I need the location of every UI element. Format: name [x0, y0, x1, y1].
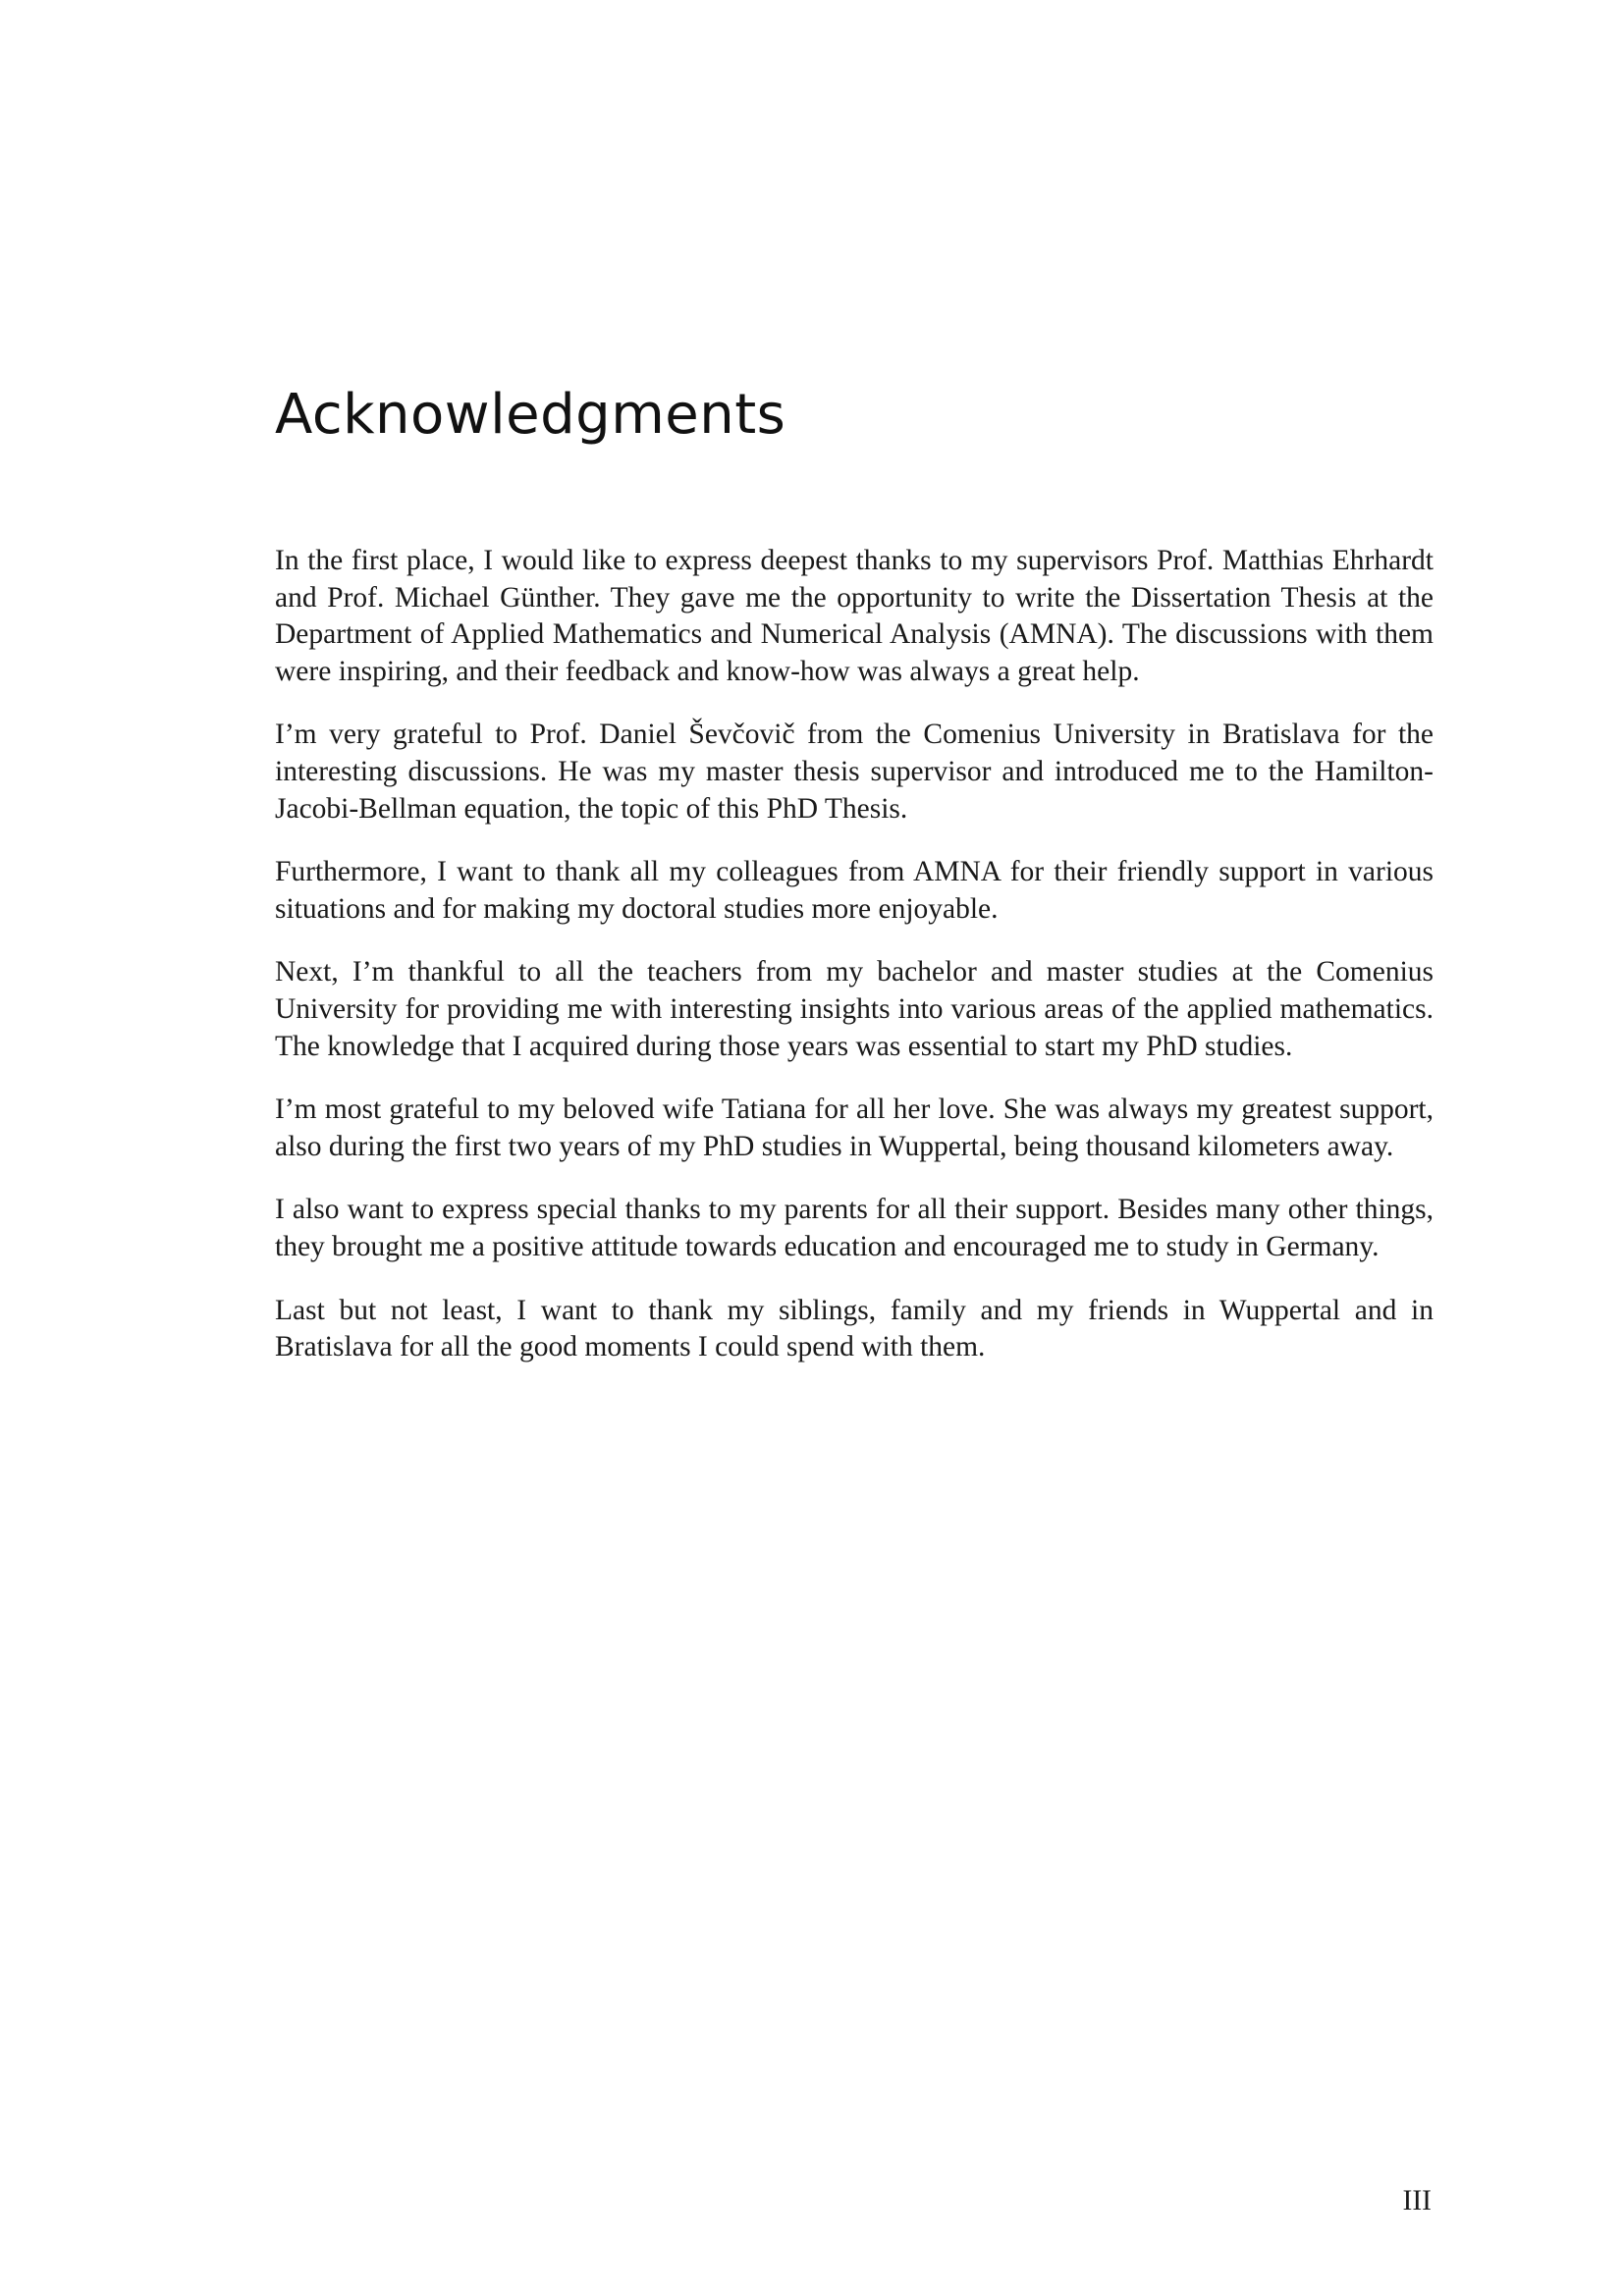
paragraph-family-friends: Last but not least, I want to thank my siblings, family and my friends in Wuppertal and in Bratislava for all the good moments I could spend with them.	[275, 1294, 1434, 1363]
paragraph-colleagues: Furthermore, I want to thank all my colleagues from AMNA for their friendly support in various situations and for making my doctoral studies more enjoyable.	[275, 856, 1434, 925]
acknowledgments-body	[275, 543, 1434, 1393]
chapter-title: Acknowledgments	[275, 383, 786, 447]
page-number: III	[1402, 2185, 1432, 2216]
paragraph-teachers: Next, I’m thankful to all the teachers from my bachelor and master studies at the Comenius University for providing me with interesting insights into various areas of the applied mathematics. The knowledge that I acquired during those years was essential to start my PhD studies.	[275, 956, 1434, 1062]
paragraph-wife: I’m most grateful to my beloved wife Tatiana for all her love. She was always my greatest support, also during the first two years of my PhD studies in Wuppertal, being thousand kilometers away.	[275, 1094, 1434, 1162]
paragraph-supervisors: In the first place, I would like to express deepest thanks to my supervisors Prof. Matthias Ehrhardt and Prof. Michael Günther. They gave me the opportunity to write the Dissertation Thesis at the Department of Applied Mathematics and Numerical Analysis (AMNA). The discussions with them were inspiring, and their feedback and know-how was always a great help.	[275, 545, 1434, 687]
paragraph-master-supervisor: I’m very grateful to Prof. Daniel Ševčovič from the Comenius University in Bratislava for the interesting discussions. He was my master thesis supervisor and introduced me to the Hamilton-Jacobi-Bellman equation, the topic of this PhD Thesis.	[275, 719, 1434, 825]
paragraph-parents: I also want to express special thanks to my parents for all their support. Besides many other things, they brought me a positive attitude towards education and encouraged me to study in Germany.	[275, 1194, 1434, 1262]
